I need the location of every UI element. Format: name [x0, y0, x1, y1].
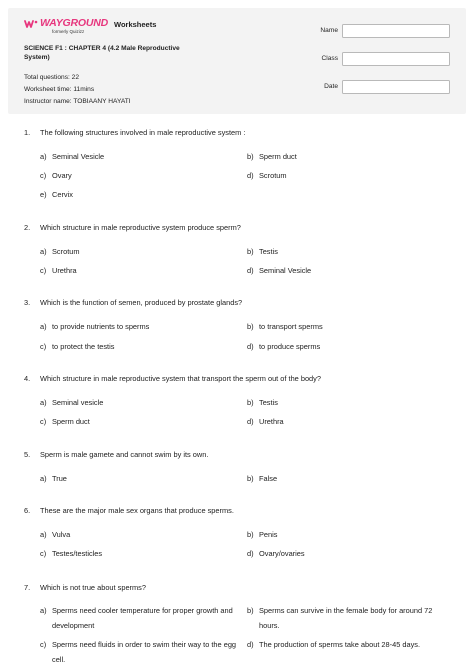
option-letter: c) — [40, 549, 47, 558]
option-text: True — [52, 474, 67, 483]
question-text: Which is the function of semen, produced by prostate glands? — [40, 298, 243, 307]
option-1e — [40, 188, 73, 202]
option-letter: b) — [247, 530, 254, 539]
option-2d — [247, 264, 311, 278]
option-1b — [247, 150, 297, 164]
brand-label: Worksheets — [114, 20, 157, 29]
logo-wordmark: WAYGROUND — [40, 17, 109, 29]
option-text: Vulva — [52, 530, 71, 539]
option-letter: a) — [40, 606, 47, 615]
question-number: 5. — [24, 450, 31, 459]
option-text: Seminal Vesicle — [52, 152, 105, 161]
option-7b — [247, 603, 451, 633]
option-2b — [247, 245, 278, 259]
option-text: Cervix — [52, 190, 73, 199]
option-text: Penis — [259, 530, 278, 539]
option-letter: a) — [40, 247, 47, 256]
logo-subtitle: formerly Quizizz — [52, 29, 85, 34]
instructor-name: Instructor name: TOBIAANY HAYATI — [24, 98, 131, 105]
logo-mark-icon — [24, 19, 38, 29]
option-text: Urethra — [259, 417, 284, 426]
option-6d — [247, 547, 305, 561]
question-text: Which structure in male reproductive system that transport the sperm out of the body? — [40, 374, 321, 383]
option-text: Sperms need fluids in order to swim their way to the egg cell. — [52, 640, 237, 664]
worksheet-header — [8, 8, 466, 114]
option-text: Scrotum — [52, 247, 80, 256]
option-text: Seminal Vesicle — [259, 266, 312, 275]
option-letter: c) — [40, 342, 47, 351]
option-text: Seminal vesicle — [52, 398, 104, 407]
question-number: 1. — [24, 128, 31, 137]
class-field[interactable] — [342, 52, 450, 66]
option-1a — [40, 150, 104, 164]
date-label: Date — [324, 83, 338, 90]
question-text: Which is not true about sperms? — [40, 583, 146, 592]
option-text: to transport sperms — [259, 322, 323, 331]
wayground-logo — [24, 18, 108, 35]
question-text: Sperm is male gamete and cannot swim by its own. — [40, 450, 209, 459]
option-1d — [247, 169, 287, 183]
option-letter: d) — [247, 417, 254, 426]
option-letter: d) — [247, 549, 254, 558]
option-text: False — [259, 474, 278, 483]
date-field[interactable] — [342, 80, 450, 94]
option-7a — [40, 603, 244, 633]
question-number: 4. — [24, 374, 31, 383]
option-6b — [247, 528, 278, 542]
option-4d — [247, 415, 284, 429]
option-2c — [40, 264, 77, 278]
option-text: Sperm duct — [259, 152, 297, 161]
option-3a — [40, 320, 149, 334]
option-text: to produce sperms — [259, 342, 321, 351]
option-letter: b) — [247, 152, 254, 161]
question-text: These are the major male sex organs that produce sperms. — [40, 506, 234, 515]
option-text: Urethra — [52, 266, 77, 275]
option-text: to provide nutrients to sperms — [52, 322, 150, 331]
option-text: Testes/testicles — [52, 549, 103, 558]
question-number: 2. — [24, 223, 31, 232]
option-3b — [247, 320, 323, 334]
question-number: 7. — [24, 583, 31, 592]
option-letter: d) — [247, 640, 254, 649]
option-3d — [247, 340, 320, 354]
option-letter: d) — [247, 342, 254, 351]
option-letter: d) — [247, 266, 254, 275]
option-letter: b) — [247, 322, 254, 331]
question-number: 6. — [24, 506, 31, 515]
option-letter: b) — [247, 247, 254, 256]
option-5a — [40, 472, 67, 486]
option-6c — [40, 547, 102, 561]
worksheet-time: Worksheet time: 11mins — [24, 86, 95, 93]
option-text: Testis — [259, 398, 278, 407]
option-letter: b) — [247, 474, 254, 483]
option-letter: b) — [247, 606, 254, 615]
option-letter: a) — [40, 398, 47, 407]
question-text: Which structure in male reproductive system produce sperm? — [40, 223, 241, 232]
option-text: Sperms can survive in the female body for around 72 hours. — [259, 606, 433, 630]
option-letter: c) — [40, 417, 47, 426]
option-7d — [247, 637, 451, 652]
option-3c — [40, 340, 114, 354]
total-questions: Total questions: 22 — [24, 74, 79, 81]
brand — [24, 18, 156, 35]
option-letter: b) — [247, 398, 254, 407]
option-5b — [247, 472, 277, 486]
question-text: The following structures involved in male reproductive system : — [40, 128, 246, 137]
option-letter: a) — [40, 152, 47, 161]
name-field[interactable] — [342, 24, 450, 38]
quiz-title: SCIENCE F1 : CHAPTER 4 (4.2 Male Reproductive System) — [24, 45, 180, 61]
option-letter: a) — [40, 474, 47, 483]
option-text: to protect the testis — [52, 342, 115, 351]
class-label: Class — [321, 55, 338, 62]
option-letter: c) — [40, 171, 47, 180]
option-text: Ovary — [52, 171, 72, 180]
option-2a — [40, 245, 80, 259]
option-text: Testis — [259, 247, 278, 256]
option-text: Sperm duct — [52, 417, 90, 426]
option-6a — [40, 528, 70, 542]
name-label: Name — [320, 27, 338, 34]
option-7c — [40, 637, 244, 667]
option-text: Sperms need cooler temperature for proper growth and development — [52, 606, 233, 630]
option-letter: e) — [40, 190, 47, 199]
option-letter: a) — [40, 322, 47, 331]
option-1c — [40, 169, 72, 183]
question-number: 3. — [24, 298, 31, 307]
option-letter: d) — [247, 171, 254, 180]
option-4a — [40, 396, 103, 410]
option-text: Ovary/ovaries — [259, 549, 305, 558]
option-text: Scrotum — [259, 171, 287, 180]
option-4b — [247, 396, 278, 410]
option-letter: a) — [40, 530, 47, 539]
option-4c — [40, 415, 90, 429]
option-letter: c) — [40, 640, 47, 649]
option-letter: c) — [40, 266, 47, 275]
option-text: The production of sperms take about 28-45 days. — [259, 640, 421, 649]
